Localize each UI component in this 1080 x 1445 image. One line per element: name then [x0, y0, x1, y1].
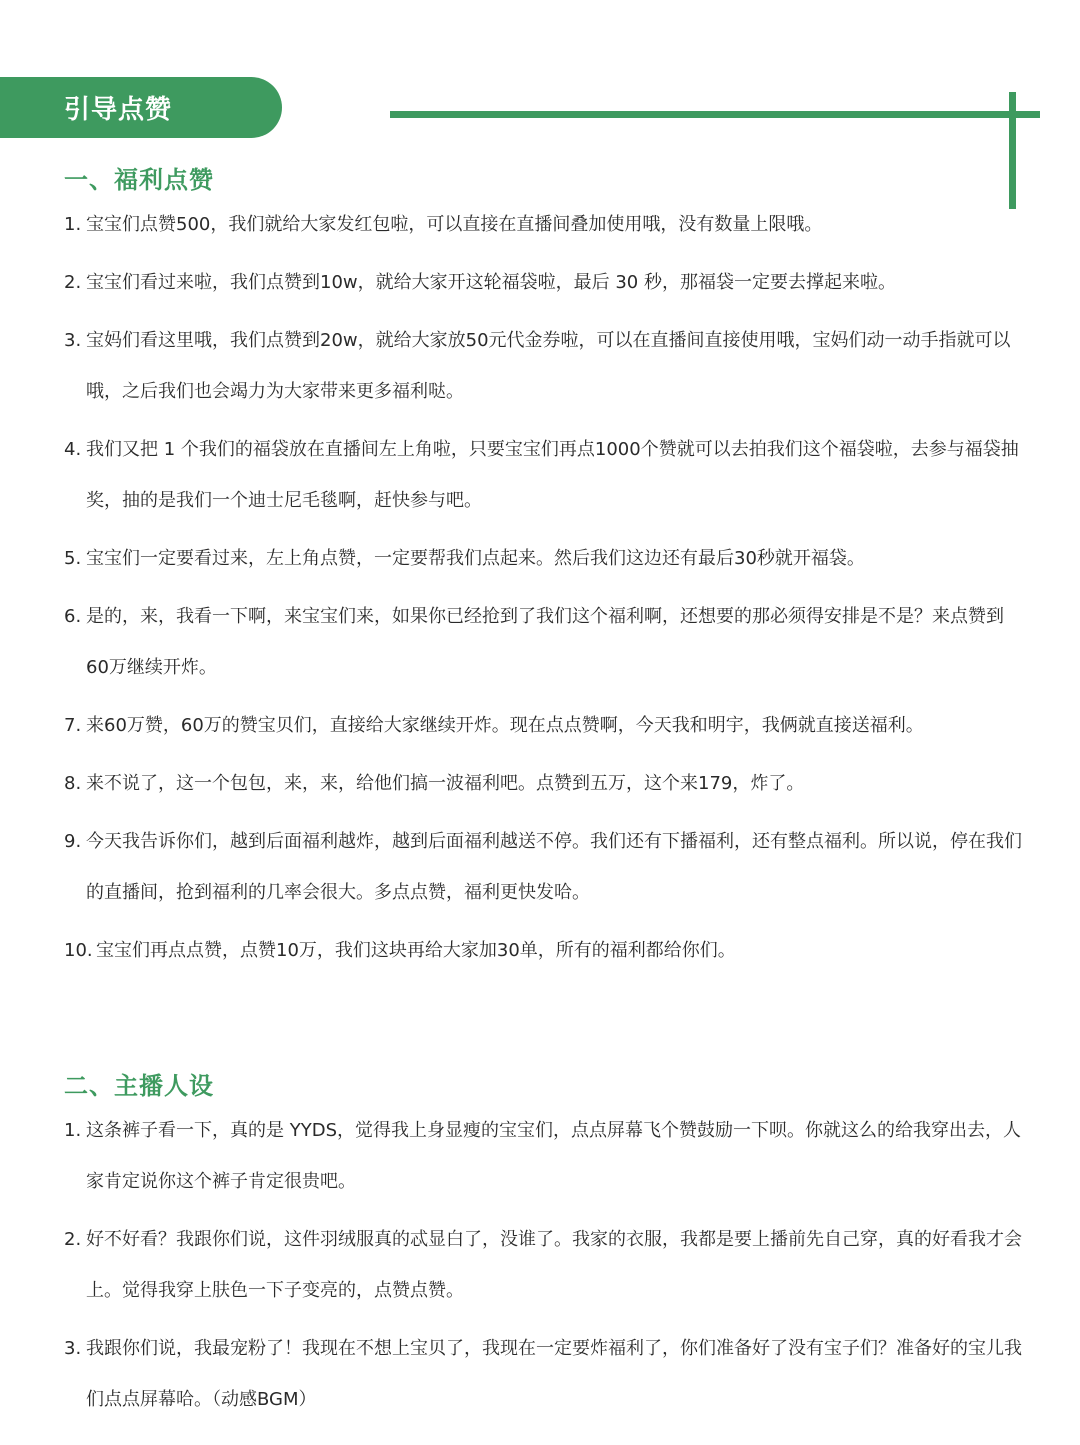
list-item: [64, 591, 1024, 693]
list-item: [64, 315, 1024, 417]
item-text: 是的，来，我看一下啊，来宝宝们来，如果你已经抢到了我们这个福利啊，还想要的那必须得安排是不是？来点赞到60万继续开炸。: [86, 606, 1004, 678]
item-text: 来60万赞，60万的赞宝贝们，直接给大家继续开炸。现在点点赞啊，今天我和明宇，我俩就直接送福利。: [86, 715, 924, 736]
section-title-host-persona: 二、主播人设: [64, 1072, 214, 1100]
item-text: 这条裤子看一下，真的是 YYDS，觉得我上身显瘦的宝宝们，点点屏幕飞个赞鼓励一下呗。你就这么的给我穿出去，人家肯定说你这个裤子肯定很贵吧。: [86, 1120, 1021, 1192]
item-number: 10.: [64, 940, 93, 961]
list-item: [64, 199, 1024, 250]
item-number: 7.: [64, 715, 82, 736]
item-number: 5.: [64, 548, 82, 569]
decorative-vertical-line: [1009, 92, 1016, 209]
item-text: 宝宝们再点点赞，点赞10万，我们这块再给大家加30单，所有的福利都给你们。: [96, 940, 736, 961]
item-number: 2.: [64, 1229, 82, 1250]
item-text: 好不好看？我跟你们说，这件羽绒服真的忒显白了，没谁了。我家的衣服，我都是要上播前先自己穿，真的好看我才会上。觉得我穿上肤色一下子变亮的，点赞点赞。: [86, 1229, 1022, 1301]
decorative-horizontal-line: [390, 111, 1040, 118]
list-item: [64, 1105, 1024, 1207]
item-text: 今天我告诉你们，越到后面福利越炸，越到后面福利越送不停。我们还有下播福利，还有整点福利。所以说，停在我们的直播间，抢到福利的几率会很大。多点点赞，福利更快发哈。: [86, 831, 1022, 903]
list-item: [64, 816, 1024, 918]
item-text: 宝宝们点赞500，我们就给大家发红包啦，可以直接在直播间叠加使用哦，没有数量上限哦。: [86, 214, 823, 235]
banner-title: 引导点赞: [64, 95, 173, 125]
item-number: 2.: [64, 272, 82, 293]
item-number: 3.: [64, 1338, 82, 1359]
list-item: [64, 700, 1024, 751]
list-item: [64, 925, 1024, 976]
welfare-likes-list: [64, 212, 1024, 996]
list-item: [64, 257, 1024, 308]
host-persona-list: [64, 1118, 1024, 1445]
list-item: [64, 758, 1024, 809]
list-item: [64, 533, 1024, 584]
item-text: 宝宝们看过来啦，我们点赞到10w，就给大家开这轮福袋啦，最后 30 秒，那福袋一定要去撑起来啦。: [86, 272, 896, 293]
item-number: 3.: [64, 330, 82, 351]
item-text: 我们又把 1 个我们的福袋放在直播间左上角啦，只要宝宝们再点1000个赞就可以去拍我们这个福袋啦，去参与福袋抽奖，抽的是我们一个迪士尼毛毯啊，赶快参与吧。: [86, 439, 1019, 511]
item-number: 4.: [64, 439, 82, 460]
section-title-welfare-likes: 一、福利点赞: [64, 166, 214, 194]
item-text: 宝妈们看这里哦，我们点赞到20w，就给大家放50元代金券啦，可以在直播间直接使用哦，宝妈们动一动手指就可以哦，之后我们也会竭力为大家带来更多福利哒。: [86, 330, 1011, 402]
item-number: 1.: [64, 1120, 82, 1141]
section-banner: [0, 77, 282, 138]
item-text: 来不说了，这一个包包，来，来，给他们搞一波福利吧。点赞到五万，这个来179，炸了。: [86, 773, 805, 794]
item-text: 宝宝们一定要看过来，左上角点赞，一定要帮我们点起来。然后我们这边还有最后30秒就开福袋。: [86, 548, 865, 569]
list-item: [64, 424, 1024, 526]
item-number: 9.: [64, 831, 82, 852]
item-number: 1.: [64, 214, 82, 235]
item-number: 6.: [64, 606, 82, 627]
item-text: 我跟你们说，我最宠粉了！我现在不想上宝贝了，我现在一定要炸福利了，你们准备好了没有宝子们？准备好的宝儿我们点点屏幕哈。（动感BGM）: [86, 1338, 1022, 1410]
item-number: 8.: [64, 773, 82, 794]
list-item: [64, 1323, 1024, 1425]
list-item: [64, 1214, 1024, 1316]
